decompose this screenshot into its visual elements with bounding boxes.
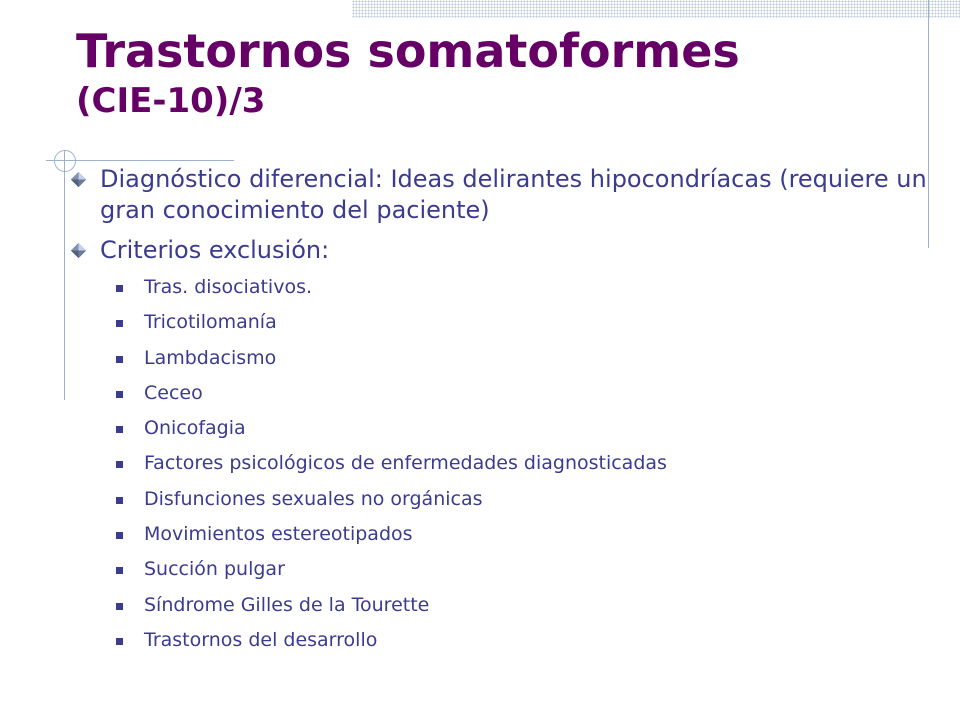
list-item-text: Factores psicológicos de enfermedades diagnosticadas: [144, 452, 667, 475]
square-bullet-icon: [116, 638, 123, 645]
list-item: [70, 346, 940, 381]
list-item: [70, 487, 940, 522]
list-item-text: Succión pulgar: [144, 558, 285, 581]
exclusion-list: [70, 275, 940, 663]
square-bullet-icon: [116, 567, 123, 574]
list-item: [70, 557, 940, 592]
diamond-bullet-icon: [70, 171, 87, 188]
square-bullet-icon: [116, 532, 123, 539]
list-item-text: Síndrome Gilles de la Tourette: [144, 593, 430, 616]
square-bullet-icon: [116, 497, 123, 504]
list-item: [70, 310, 940, 345]
dot-pattern-decoration: [352, 0, 960, 18]
list-item: [70, 416, 940, 451]
bullet-exclusion: [70, 235, 940, 266]
list-item: [70, 522, 940, 557]
title-subtitle: (CIE-10)/3: [76, 81, 266, 121]
square-bullet-icon: [116, 320, 123, 327]
list-item-text: Onicofagia: [144, 417, 246, 440]
square-bullet-icon: [116, 461, 123, 468]
list-item: [70, 593, 940, 628]
square-bullet-icon: [116, 603, 123, 610]
square-bullet-icon: [116, 285, 123, 292]
list-item-text: Tras. disociativos.: [144, 276, 313, 298]
diamond-bullet-icon: [70, 242, 87, 259]
bullet-text: Diagnóstico diferencial: Ideas delirantes hipocondríacas (requiere un gran conocimiento del paciente): [100, 165, 927, 224]
slide-title: [76, 24, 740, 124]
square-bullet-icon: [116, 426, 123, 433]
bullet-text: Criterios exclusión:: [100, 236, 330, 264]
square-bullet-icon: [116, 391, 123, 398]
title-main: Trastornos somatoformes: [76, 24, 740, 78]
list-item: [70, 275, 940, 310]
list-item: [70, 628, 940, 663]
bullet-differential: [70, 164, 940, 226]
list-item-text: Lambdacismo: [144, 346, 277, 369]
list-item-text: Ceceo: [144, 381, 203, 404]
list-item-text: Disfunciones sexuales no orgánicas: [144, 487, 483, 510]
list-item-text: Movimientos estereotipados: [144, 523, 413, 546]
square-bullet-icon: [116, 356, 123, 363]
list-item: [70, 381, 940, 416]
list-item: [70, 451, 940, 486]
left-vertical-rule: [64, 150, 65, 400]
list-item-text: Tricotilomanía: [144, 311, 277, 334]
slide-content: [70, 164, 940, 663]
list-item-text: Trastornos del desarrollo: [144, 628, 378, 651]
